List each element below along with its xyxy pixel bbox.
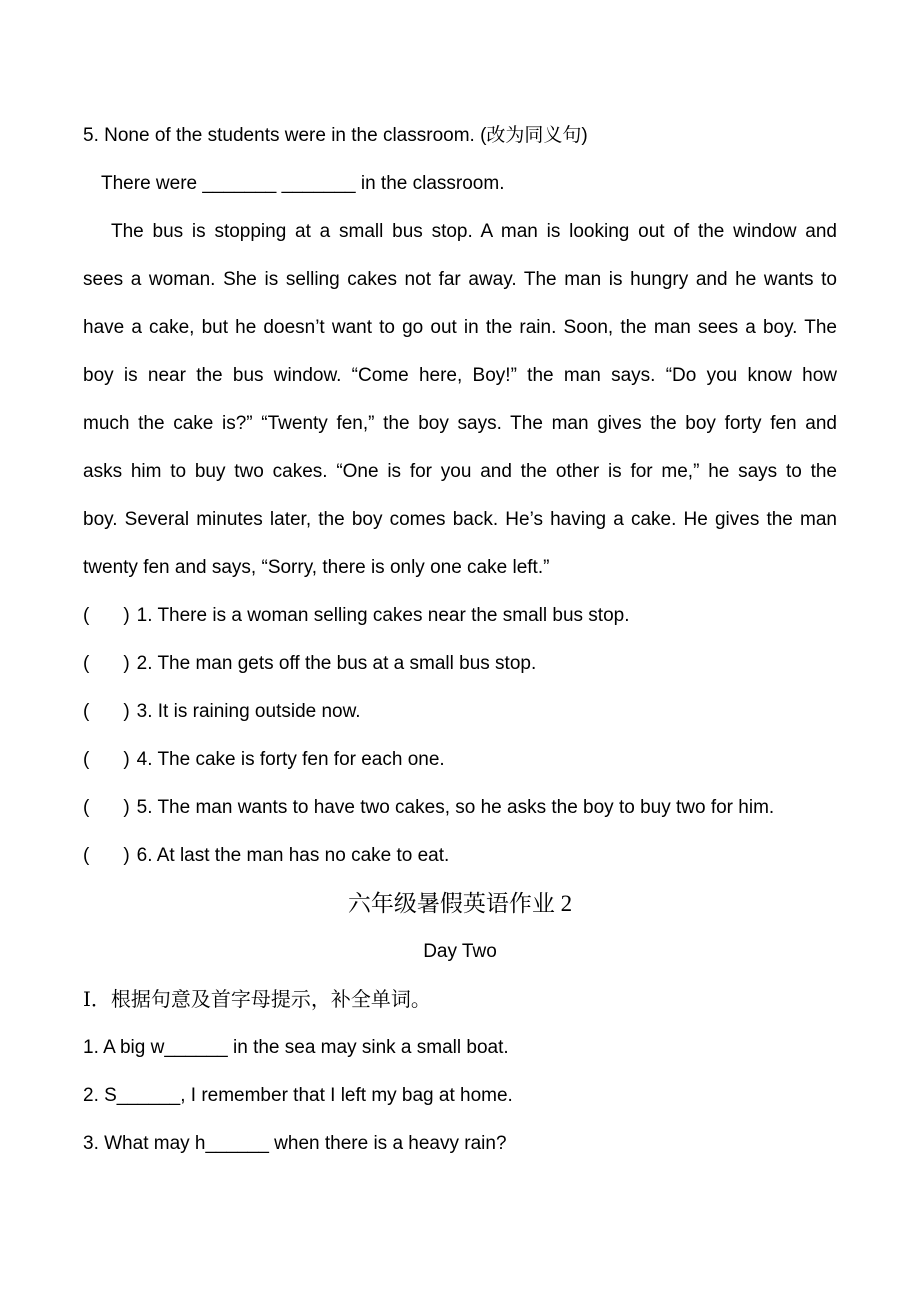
answer-paren-close: ) — [123, 605, 130, 626]
true-false-statement: 3. It is raining outside now. — [136, 701, 361, 722]
answer-paren-open: ( — [83, 653, 90, 674]
fill-blank-item: 3. What may h______ when there is a heavy rain? — [83, 1133, 507, 1154]
question-5-answer-line: There were _______ _______ in the classroom. — [101, 173, 505, 194]
passage-line: much the cake is?” “Twenty fen,” the boy says. The man gives the boy forty fen and — [83, 413, 837, 434]
true-false-item — [83, 784, 837, 832]
passage-line: have a cake, but he doesn’t want to go out in the rain. Soon, the man sees a boy. The — [83, 317, 837, 338]
true-false-item — [83, 640, 837, 688]
true-false-section — [83, 592, 837, 880]
question-5-line: 5. None of the students were in the classroom. (改为同义句) — [83, 125, 588, 146]
true-false-statement: 1. There is a woman selling cakes near the small bus stop. — [136, 605, 630, 626]
reading-passage — [83, 208, 837, 592]
answer-paren-open: ( — [83, 845, 90, 866]
passage-line: sees a woman. She is selling cakes not far away. The man is hungry and he wants to — [83, 269, 837, 290]
day-subtitle: Day Two — [423, 941, 497, 962]
answer-paren-close: ) — [123, 845, 130, 866]
answer-paren-open: ( — [83, 605, 90, 626]
answer-paren-close: ) — [123, 797, 130, 818]
passage-line: twenty fen and says, “Sorry, there is only one cake left.” — [83, 557, 550, 578]
true-false-statement: 5. The man wants to have two cakes, so he asks the boy to buy two for him. — [136, 797, 775, 818]
answer-paren-open: ( — [83, 797, 90, 818]
true-false-item — [83, 832, 837, 880]
true-false-item — [83, 592, 837, 640]
true-false-item — [83, 688, 837, 736]
section-1-instruction: Ⅰ．根据句意及首字母提示，补全单词。 — [83, 989, 431, 1011]
true-false-statement: 2. The man gets off the bus at a small bus stop. — [136, 653, 537, 674]
passage-line: The bus is stopping at a small bus stop. A man is looking out of the window and — [111, 221, 837, 242]
true-false-statement: 6. At last the man has no cake to eat. — [136, 845, 450, 866]
passage-line: boy is near the bus window. “Come here, Boy!” the man says. “Do you know how — [83, 365, 837, 386]
answer-paren-close: ) — [123, 749, 130, 770]
answer-paren-close: ) — [123, 653, 130, 674]
fill-blank-item: 2. S______, I remember that I left my bag at home. — [83, 1085, 513, 1106]
fill-blank-item: 1. A big w______ in the sea may sink a small boat. — [83, 1037, 509, 1058]
passage-line: boy. Several minutes later, the boy comes back. He’s having a cake. He gives the man — [83, 509, 837, 530]
answer-paren-open: ( — [83, 701, 90, 722]
true-false-statement: 4. The cake is forty fen for each one. — [136, 749, 445, 770]
true-false-item — [83, 736, 837, 784]
answer-paren-close: ) — [123, 701, 130, 722]
answer-paren-open: ( — [83, 749, 90, 770]
passage-line: asks him to buy two cakes. “One is for you and the other is for me,” he says to the — [83, 461, 837, 482]
worksheet-title: 六年级暑假英语作业 2 — [347, 891, 573, 916]
fill-blank-section — [83, 1024, 837, 1168]
